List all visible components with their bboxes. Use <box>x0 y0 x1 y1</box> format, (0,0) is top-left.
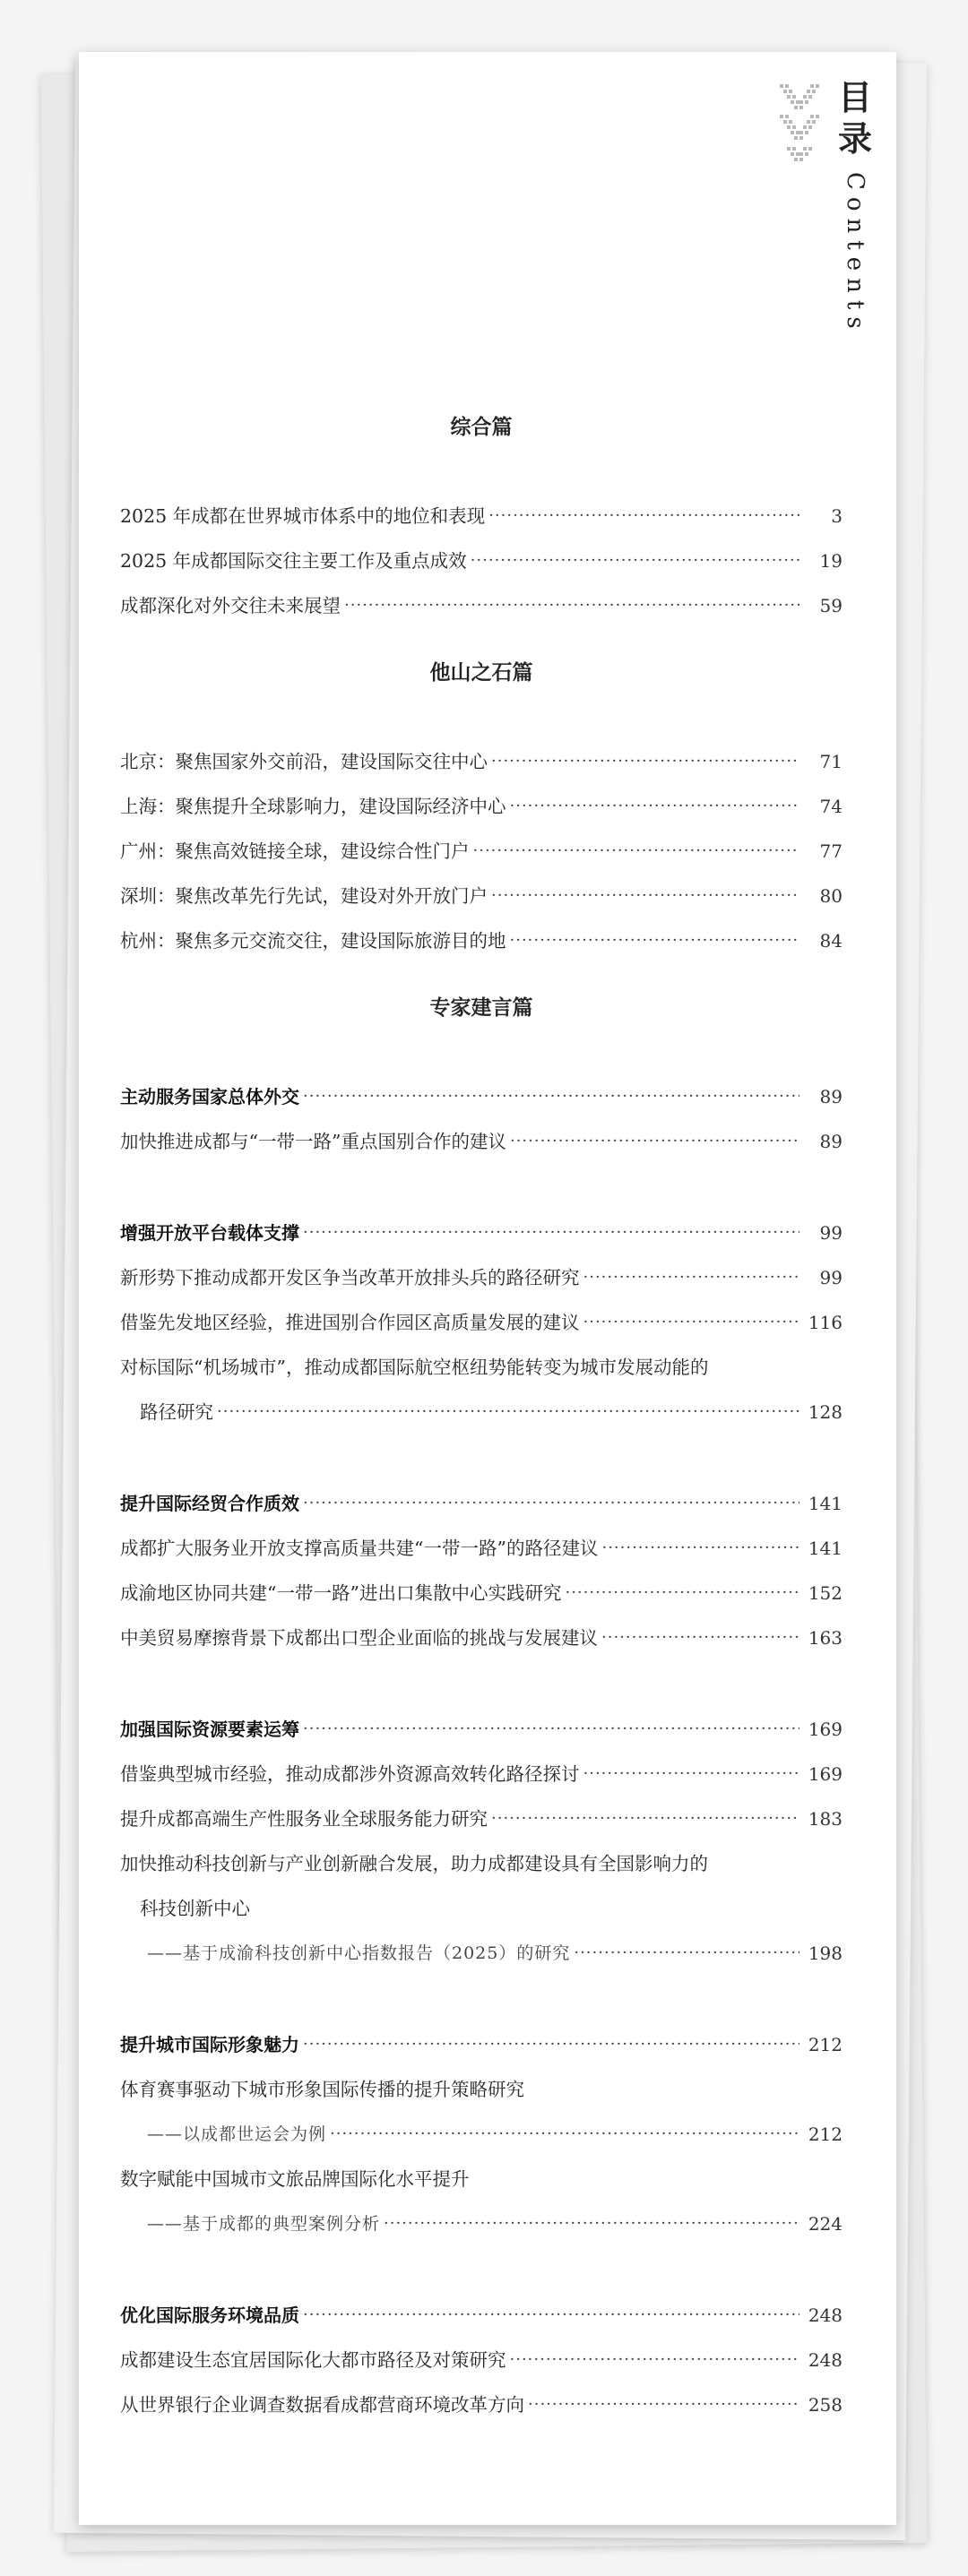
contents-heading <box>837 77 873 336</box>
section-title: 他山之石篇 <box>429 660 533 685</box>
toc-entry-line1[interactable] <box>120 2061 843 2106</box>
toc-group-heading[interactable] <box>120 1475 843 1520</box>
toc-group-heading[interactable] <box>120 2016 843 2061</box>
toc-entry[interactable] <box>120 733 843 778</box>
toc-entry[interactable] <box>120 1790 843 1835</box>
dot-leader <box>303 1083 799 1110</box>
toc-entry-title: 广州：聚焦高效链接全球，建设综合性门户 <box>120 840 470 862</box>
toc-group-heading[interactable] <box>120 2287 843 2331</box>
toc-entry-title: 北京：聚焦国家外交前沿，建设国际交往中心 <box>120 751 488 772</box>
toc-entry-page: 3 <box>831 505 843 527</box>
toc-group-title: 优化国际服务环境品质 <box>120 2305 299 2326</box>
toc-entry-subtitle[interactable] <box>120 1925 843 1969</box>
group-spacer <box>120 2240 843 2287</box>
contents-title-en: Contents <box>842 172 869 336</box>
toc-entry-line2[interactable] <box>120 1880 843 1925</box>
toc-entry-page: 183 <box>808 1808 843 1830</box>
toc-entry[interactable] <box>120 1745 843 1790</box>
group-spacer <box>120 1654 843 1701</box>
toc-entry[interactable] <box>120 1113 843 1158</box>
toc-entry-title: 从世界银行企业调查数据看成都营商环境改革方向 <box>120 2394 524 2416</box>
toc-entry-title: 2025 年成都在世界城市体系中的地位和表现 <box>120 505 486 527</box>
dot-leader <box>583 1761 800 1788</box>
toc-entry-page: 224 <box>808 2213 843 2235</box>
toc-group-title: 主动服务国家总体外交 <box>120 1086 299 1107</box>
dot-leader <box>528 2391 799 2418</box>
toc-entry-page: 59 <box>819 595 843 616</box>
toc-entry-page: 169 <box>808 1719 843 1740</box>
dot-leader <box>384 2210 799 2237</box>
toc-entry[interactable] <box>120 1249 843 1294</box>
toc-entry[interactable] <box>120 487 843 532</box>
dot-leader <box>510 1128 799 1155</box>
toc-group-heading[interactable] <box>120 1701 843 1745</box>
toc-entry[interactable] <box>120 2376 843 2421</box>
toc-entry[interactable] <box>120 577 843 622</box>
toc-entry-page: 169 <box>808 1763 843 1785</box>
toc-entry-subtitle[interactable] <box>120 2195 843 2240</box>
dot-leader <box>583 1264 800 1291</box>
dot-leader <box>303 1716 799 1743</box>
section-title: 综合篇 <box>450 415 513 439</box>
toc-entry-page: 248 <box>808 2305 843 2326</box>
toc-entry-title: 2025 年成都国际交往主要工作及重点成效 <box>120 550 467 572</box>
toc-entry[interactable] <box>120 1294 843 1339</box>
toc-entry-line2[interactable] <box>120 1383 843 1428</box>
toc-entry-page: 77 <box>819 840 843 862</box>
dot-leader <box>491 883 799 909</box>
toc-entry-page: 212 <box>808 2124 843 2145</box>
dot-leader <box>303 2031 799 2058</box>
toc-group-title: 增强开放平台载体支撑 <box>120 1222 299 1244</box>
dot-leader <box>601 1624 799 1651</box>
toc-entry-page: 198 <box>808 1943 843 1964</box>
toc-entry-title: 上海：聚焦提升全球影响力，建设国际经济中心 <box>120 796 506 817</box>
dot-leader <box>303 1490 799 1517</box>
toc-entry-page: 248 <box>808 2349 843 2371</box>
dot-leader <box>565 1580 799 1607</box>
dot-leader <box>491 748 799 775</box>
dot-leader <box>330 2121 799 2148</box>
toc-entry[interactable] <box>120 1564 843 1609</box>
toc-entry-line1[interactable] <box>120 1339 843 1383</box>
dot-leader <box>510 2347 800 2374</box>
toc-entry-page: 19 <box>819 550 843 572</box>
toc-entry-title: 借鉴典型城市经验，推动成都涉外资源高效转化路径探讨 <box>120 1763 580 1785</box>
toc-entry-title: 体育赛事驱动下城市形象国际传播的提升策略研究 <box>120 2079 524 2100</box>
toc-entry-page: 89 <box>819 1131 843 1152</box>
dot-leader <box>473 838 800 865</box>
toc-entry-page: 141 <box>808 1538 843 1559</box>
dot-leader <box>574 1940 799 1967</box>
toc-group-heading[interactable] <box>120 1068 843 1113</box>
toc-entry-page: 99 <box>819 1222 843 1244</box>
toc-entry-title-cont: 科技创新中心 <box>140 1898 250 1919</box>
dot-leader <box>491 1805 799 1832</box>
group-spacer <box>120 1158 843 1204</box>
toc-entry-page: 80 <box>819 885 843 907</box>
toc-entry-subtitle-text: ——基于成渝科技创新中心指数报告（2025）的研究 <box>147 1943 571 1963</box>
toc-entry-title: 杭州：聚焦多元交流交往，建设国际旅游目的地 <box>120 930 506 952</box>
toc-entry-subtitle-text: ——基于成都的典型案例分析 <box>147 2214 381 2234</box>
toc-body <box>120 410 843 2421</box>
contents-page <box>79 52 896 2525</box>
toc-entry-title: 深圳：聚焦改革先行先试，建设对外开放门户 <box>120 885 488 907</box>
toc-entry-title: 成都深化对外交往未来展望 <box>120 595 341 616</box>
toc-entry[interactable] <box>120 867 843 912</box>
dot-leader <box>471 547 799 574</box>
toc-entry-title: 对标国际“机场城市”，推动成都国际航空枢纽势能转变为城市发展动能的 <box>120 1357 709 1378</box>
toc-entry[interactable] <box>120 1520 843 1564</box>
dot-leader <box>217 1399 799 1426</box>
toc-entry-title-cont: 路径研究 <box>140 1401 213 1423</box>
toc-group-heading[interactable] <box>120 1204 843 1249</box>
toc-entry-title: 中美贸易摩擦背景下成都出口型企业面临的挑战与发展建议 <box>120 1627 598 1649</box>
contents-title-zh: 目录 <box>837 77 872 159</box>
toc-entry-subtitle-text: ——以成都世运会为例 <box>147 2124 327 2144</box>
toc-group-title: 提升国际经贸合作质效 <box>120 1493 299 1514</box>
toc-entry-title: 数字赋能中国城市文旅品牌国际化水平提升 <box>120 2168 470 2190</box>
toc-entry-page: 163 <box>808 1627 843 1649</box>
toc-entry-page: 84 <box>819 930 843 952</box>
group-spacer <box>120 1428 843 1475</box>
chevron-pattern-icon <box>776 79 823 168</box>
toc-entry-page: 71 <box>819 751 843 772</box>
toc-entry-page: 99 <box>819 1267 843 1288</box>
toc-entry-page: 212 <box>808 2034 843 2055</box>
toc-entry-page: 74 <box>819 796 843 817</box>
toc-entry[interactable] <box>120 532 843 577</box>
section-title: 专家建言篇 <box>429 995 533 1020</box>
toc-entry-line1[interactable] <box>120 2150 843 2195</box>
toc-entry-title: 成都扩大服务业开放支撑高质量共建“一带一路”的路径建议 <box>120 1538 599 1559</box>
dot-leader <box>488 503 799 530</box>
toc-entry-subtitle[interactable] <box>120 2106 843 2150</box>
dot-leader <box>510 793 800 820</box>
toc-entry-title: 成都建设生态宜居国际化大都市路径及对策研究 <box>120 2349 506 2371</box>
dot-leader <box>303 2302 799 2329</box>
dot-leader <box>510 927 800 954</box>
dot-leader <box>601 1535 799 1562</box>
toc-entry[interactable] <box>120 778 843 823</box>
toc-entry-page: 128 <box>808 1401 843 1423</box>
toc-entry-title: 借鉴先发地区经验，推进国别合作园区高质量发展的建议 <box>120 1312 580 1333</box>
dot-leader <box>583 1309 800 1336</box>
toc-entry-page: 141 <box>808 1493 843 1514</box>
dot-leader <box>303 1219 799 1246</box>
toc-entry-page: 116 <box>808 1312 843 1333</box>
toc-entry[interactable] <box>120 2331 843 2376</box>
toc-entry-title: 新形势下推动成都开发区争当改革开放排头兵的路径研究 <box>120 1267 580 1288</box>
toc-entry-page: 89 <box>819 1086 843 1107</box>
toc-entry[interactable] <box>120 912 843 957</box>
group-spacer <box>120 1969 843 2016</box>
toc-entry-title: 加快推进成都与“一带一路”重点国别合作的建议 <box>120 1131 506 1152</box>
toc-entry-line1[interactable] <box>120 1835 843 1880</box>
toc-entry[interactable] <box>120 823 843 867</box>
toc-entry-title: 成渝地区协同共建“一带一路”进出口集散中心实践研究 <box>120 1582 562 1604</box>
toc-entry-title: 加快推动科技创新与产业创新融合发展，助力成都建设具有全国影响力的 <box>120 1853 708 1874</box>
dot-leader <box>344 592 799 619</box>
toc-entry-title: 提升成都高端生产性服务业全球服务能力研究 <box>120 1808 488 1830</box>
toc-entry[interactable] <box>120 1609 843 1654</box>
toc-group-title: 提升城市国际形象魅力 <box>120 2034 299 2055</box>
toc-group-title: 加强国际资源要素运筹 <box>120 1719 299 1740</box>
toc-entry-page: 152 <box>808 1582 843 1604</box>
toc-entry-page: 258 <box>808 2394 843 2416</box>
